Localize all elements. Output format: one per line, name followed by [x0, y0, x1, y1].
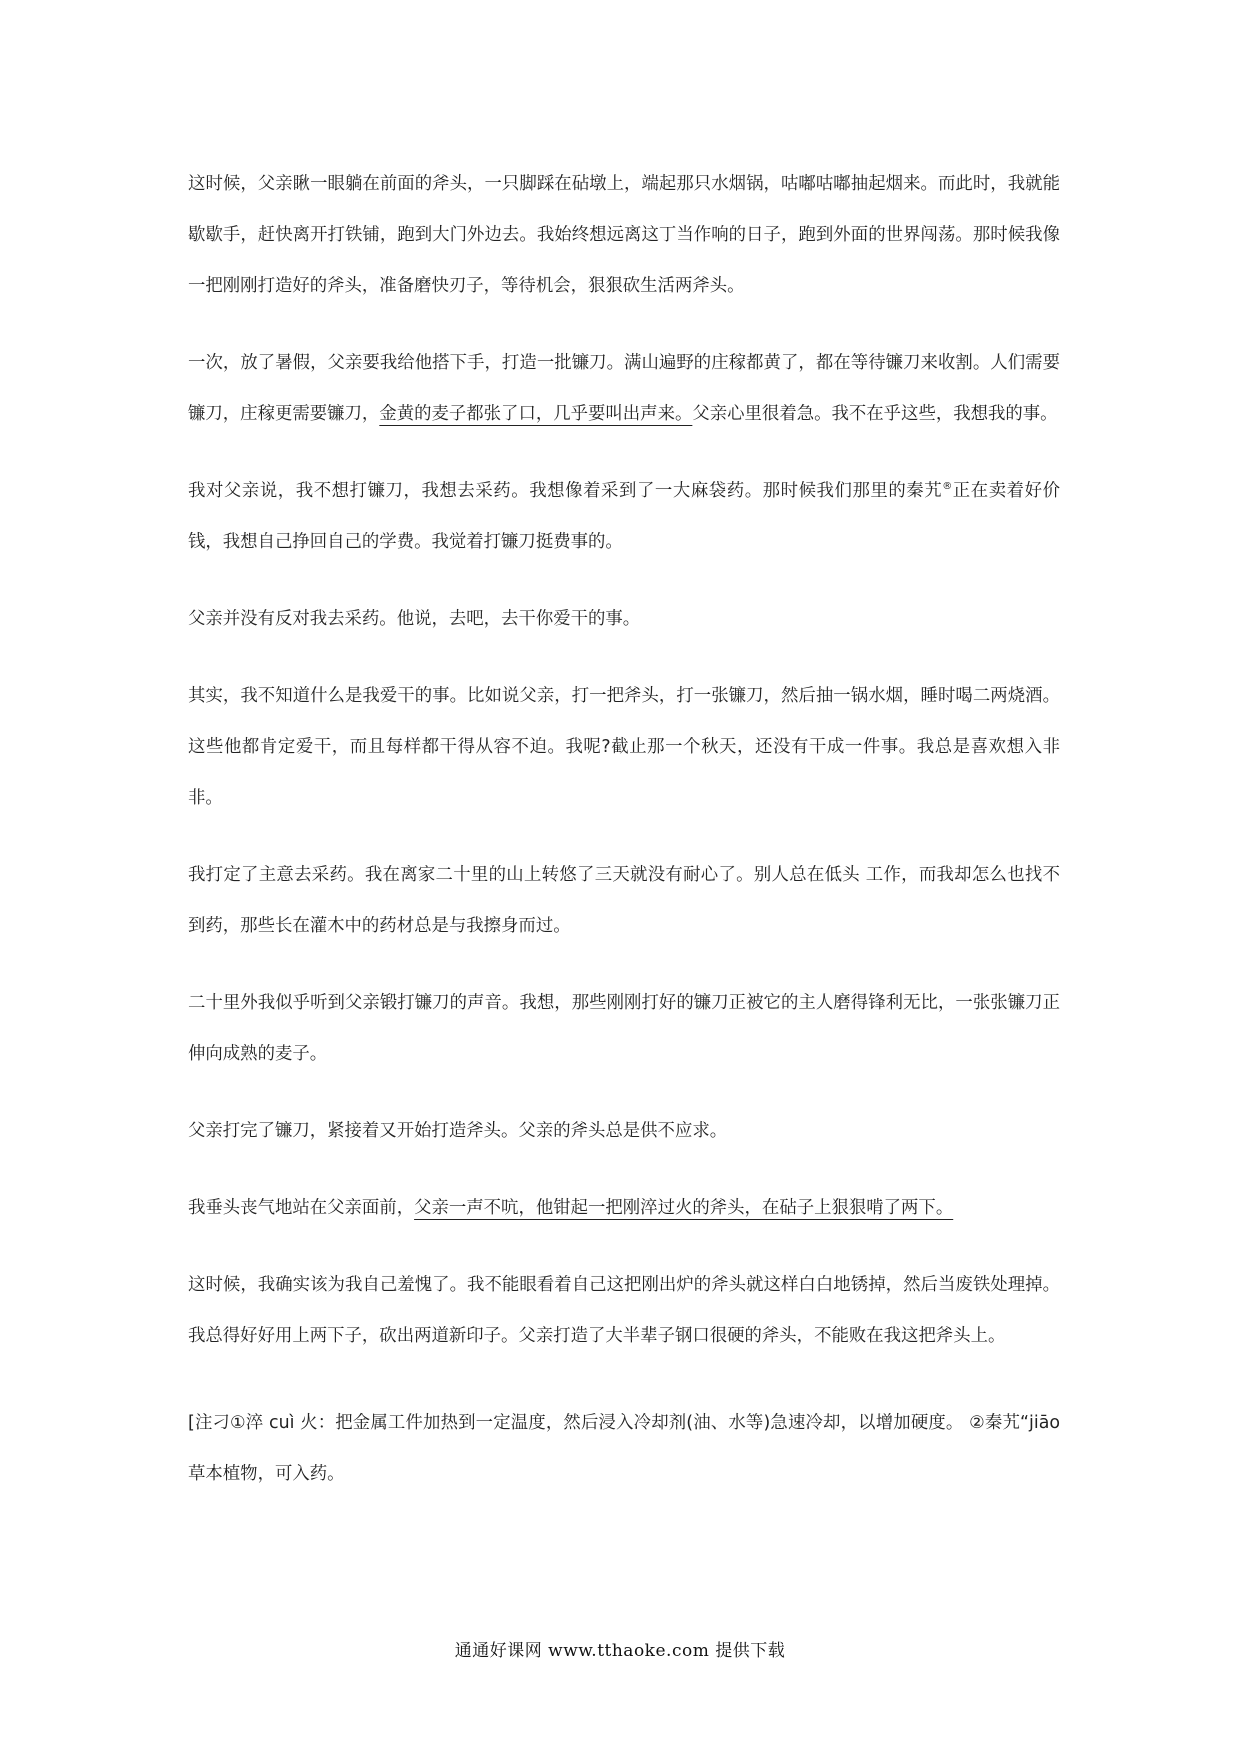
paragraph	[188, 338, 1060, 440]
text-span: 父亲打完了镰刀，紧接着又开始打造斧头。父亲的斧头总是供不应求。	[188, 1121, 728, 1141]
paragraph	[188, 594, 1060, 645]
paragraph	[188, 671, 1060, 824]
underlined-sentence: 父亲一声不吭，他钳起一把刚淬过火的斧头，在砧子上狠狠啃了两下。	[414, 1198, 954, 1218]
text-span: 二十里外我似乎听到父亲锻打镰刀的声音。我想，那些刚刚打好的镰刀正被它的主人磨得锋利无比，一张张镰刀正伸向成熟的麦子。	[188, 993, 1060, 1064]
underlined-sentence: 金黄的麦子都张了口，几乎要叫出声来。	[379, 404, 693, 424]
page-footer: 通通好课网 www.tthaoke.com 提供下载	[454, 1641, 786, 1661]
text-span: 我垂头丧气地站在父亲面前，	[188, 1198, 415, 1218]
paragraph	[188, 159, 1060, 312]
annotation-note: [注刁①淬 cuì 火：把金属工件加热到一定温度，然后浸入冷却剂(油、水等)急速冷却，以增加硬度。 ②秦艽“jiāo 草本植物，可入药。	[188, 1413, 1060, 1484]
text-span: 一次，放了暑假，父亲要我给他搭下手，打造一批镰刀。满山遍野的庄稼都黄了，都在等待镰刀来收割。人们需要镰刀，庄稼更需要镰刀，	[188, 353, 1060, 424]
text-span: 这时候，父亲瞅一眼躺在前面的斧头，一只脚踩在砧墩上，端起那只水烟锅，咕嘟咕嘟抽起烟来。而此时，我就能歇歇手，赶快离开打铁铺，跑到大门外边去。我始终想远离这丁当作响的日子，跑到外面的世界闯荡。那时候我像一把刚刚打造好的斧头，准备磨快刃子，等待机会，狠狠砍生活两斧头。	[188, 174, 1060, 296]
article-body	[188, 159, 1060, 1526]
text-span: 其实，我不知道什么是我爱干的事。比如说父亲，打一把斧头，打一张镰刀，然后抽一锅水烟，睡时喝二两烧酒。这些他都肯定爱干，而且每样都干得从容不迫。我呢?截止那一个秋天，还没有干成一件事。我总是喜欢想入非非。	[188, 686, 1060, 808]
paragraph	[188, 1183, 1060, 1234]
text-span: 父亲并没有反对我去采药。他说，去吧，去干你爱干的事。	[188, 609, 641, 629]
text-span: 我打定了主意去采药。我在离家二十里的山上转悠了三天就没有耐心了。别人总在低头 工作，而我却怎么也找不到药，那些长在灌木中的药材总是与我擦身而过。	[188, 865, 1060, 936]
paragraph	[188, 1260, 1060, 1362]
text-span: 这时候，我确实该为我自己羞愧了。我不能眼看着自己这把刚出炉的斧头就这样白白地锈掉，然后当废铁处理掉。我总得好好用上两下子，砍出两道新印子。父亲打造了大半辈子钢口很硬的斧头，不能败在我这把斧头上。	[188, 1275, 1060, 1346]
text-span: 我对父亲说，我不想打镰刀，我想去采药。我想像着采到了一大麻袋药。那时候我们那里的秦艽	[188, 481, 943, 501]
paragraph	[188, 1106, 1060, 1157]
text-span: 正在卖着好价钱，我想自己挣回自己的学费。我觉着打镰刀挺费事的。	[188, 481, 1060, 552]
paragraph	[188, 850, 1060, 952]
text-span: 父亲心里很着急。我不在乎这些，我想我的事。	[692, 404, 1058, 424]
paragraph	[188, 978, 1060, 1080]
paragraph	[188, 466, 1060, 568]
footnote-marker: ®	[942, 481, 953, 493]
